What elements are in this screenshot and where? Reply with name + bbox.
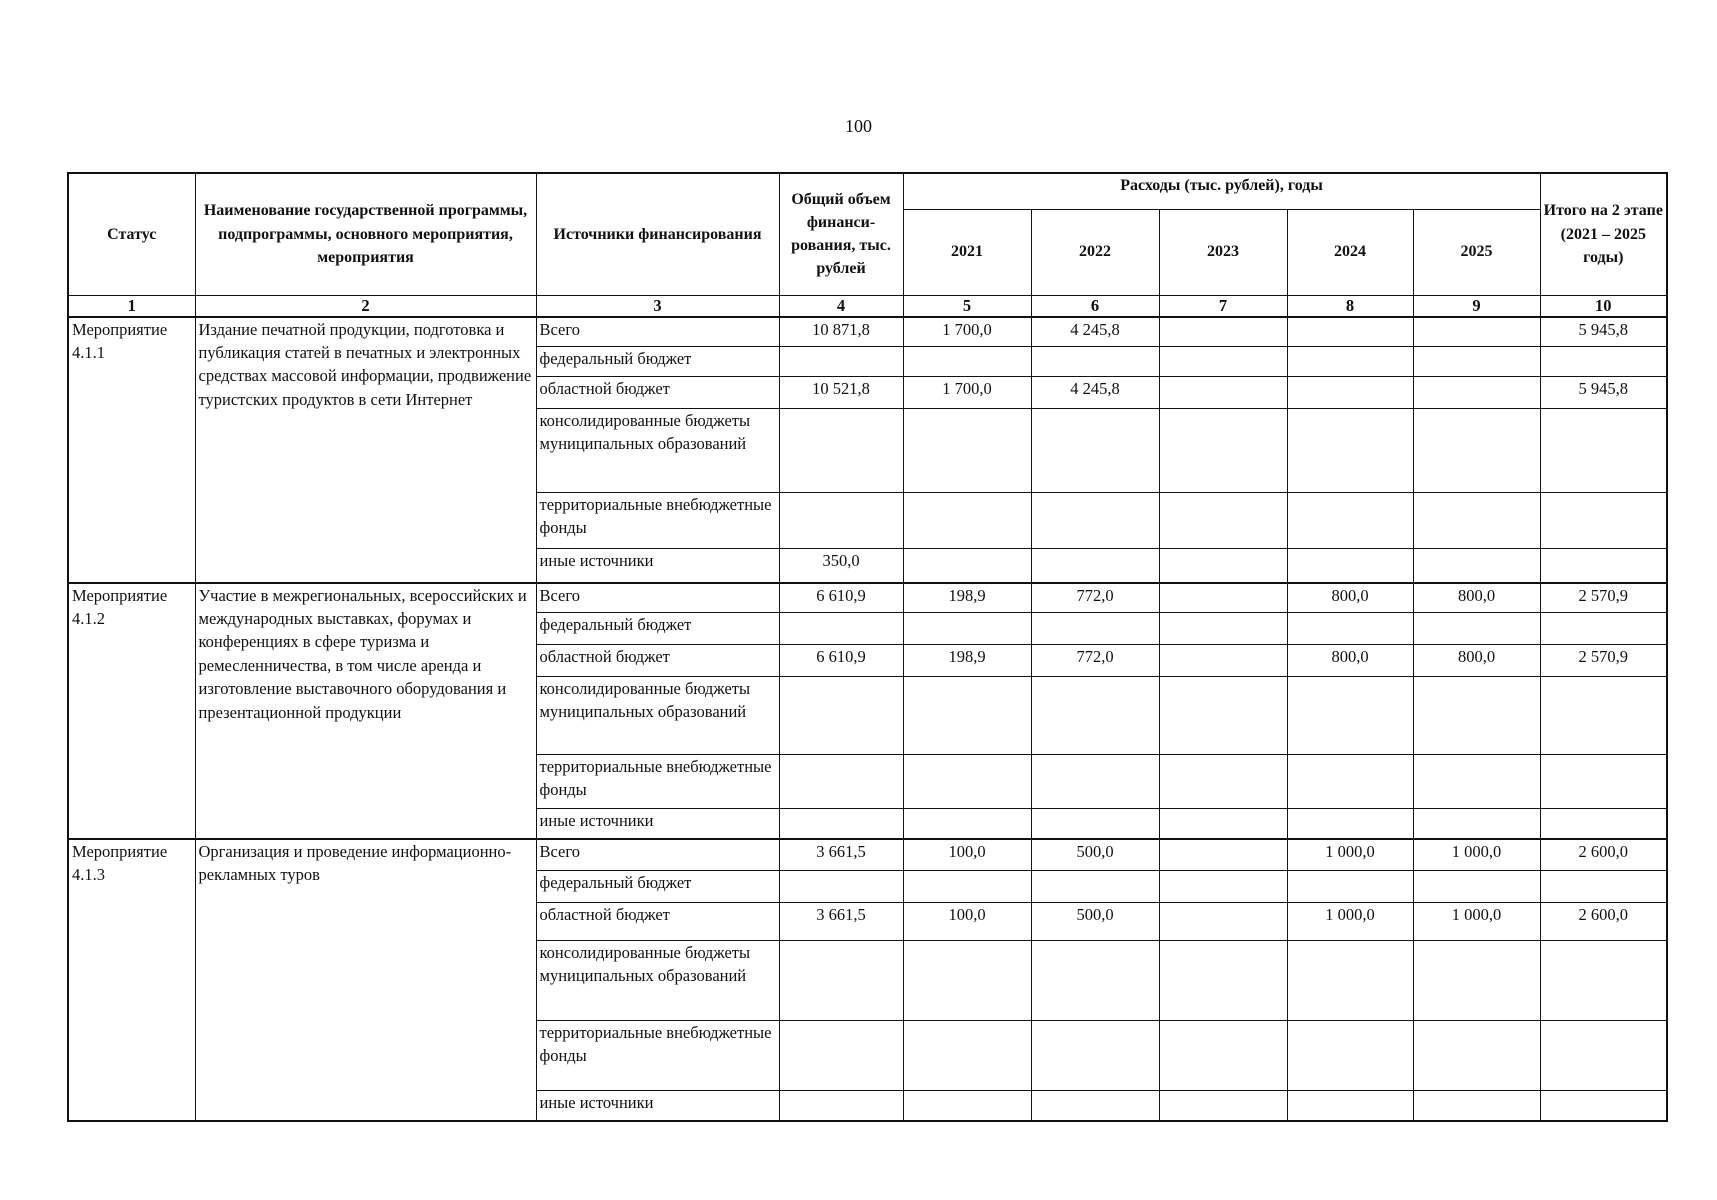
column-number: 1	[68, 295, 195, 317]
column-number: 5	[903, 295, 1031, 317]
source-cell: консолидированные бюджеты муниципальных образований	[536, 941, 779, 1021]
amount-cell-y2021	[903, 1091, 1031, 1121]
amount-cell-y2024	[1287, 549, 1413, 583]
amount-cell-y2025: 1 000,0	[1413, 839, 1540, 871]
amount-cell-y2024: 1 000,0	[1287, 839, 1413, 871]
amount-cell-y2022: 4 245,8	[1031, 377, 1159, 409]
source-cell: федеральный бюджет	[536, 347, 779, 377]
amount-cell-y2024: 800,0	[1287, 645, 1413, 677]
amount-cell-y2025: 1 000,0	[1413, 903, 1540, 941]
amount-cell-y2023	[1159, 755, 1287, 809]
amount-cell-y2025	[1413, 317, 1540, 347]
column-number-row	[68, 295, 1667, 317]
column-number: 8	[1287, 295, 1413, 317]
amount-cell-y2021: 198,9	[903, 583, 1031, 613]
header-year: 2021	[903, 209, 1031, 295]
column-number: 10	[1540, 295, 1667, 317]
amount-cell-stage: 2 600,0	[1540, 903, 1667, 941]
source-cell: федеральный бюджет	[536, 613, 779, 645]
source-cell: территориальные внебюджетные фонды	[536, 1021, 779, 1091]
amount-cell-y2021	[903, 755, 1031, 809]
amount-cell-y2025	[1413, 809, 1540, 839]
header-sources: Источники финансирования	[536, 173, 779, 295]
amount-cell-y2022	[1031, 1021, 1159, 1091]
amount-cell-y2023	[1159, 903, 1287, 941]
amount-cell-stage	[1540, 1021, 1667, 1091]
amount-cell-y2021	[903, 677, 1031, 755]
amount-cell-stage: 5 945,8	[1540, 377, 1667, 409]
amount-cell-y2025	[1413, 677, 1540, 755]
amount-cell-y2025	[1413, 1021, 1540, 1091]
amount-cell-y2021	[903, 613, 1031, 645]
source-cell: Всего	[536, 583, 779, 613]
amount-cell-y2024	[1287, 677, 1413, 755]
source-cell: иные источники	[536, 809, 779, 839]
amount-cell-y2022: 772,0	[1031, 583, 1159, 613]
amount-cell-y2022	[1031, 549, 1159, 583]
source-cell: консолидированные бюджеты муниципальных образований	[536, 409, 779, 493]
amount-cell-stage	[1540, 941, 1667, 1021]
amount-cell-total	[779, 613, 903, 645]
amount-cell-stage: 2 570,9	[1540, 645, 1667, 677]
amount-cell-y2024	[1287, 871, 1413, 903]
amount-cell-y2025	[1413, 377, 1540, 409]
amount-cell-y2022	[1031, 1091, 1159, 1121]
amount-cell-y2024: 800,0	[1287, 583, 1413, 613]
financing-table	[67, 172, 1668, 1122]
amount-cell-y2024	[1287, 409, 1413, 493]
source-cell: Всего	[536, 839, 779, 871]
amount-cell-stage	[1540, 871, 1667, 903]
header-year: 2025	[1413, 209, 1540, 295]
amount-cell-total: 10 871,8	[779, 317, 903, 347]
amount-cell-y2023	[1159, 347, 1287, 377]
amount-cell-total: 6 610,9	[779, 645, 903, 677]
amount-cell-stage	[1540, 549, 1667, 583]
amount-cell-y2022: 500,0	[1031, 903, 1159, 941]
header-expenses: Расходы (тыс. рублей), годы	[903, 173, 1540, 209]
amount-cell-y2023	[1159, 839, 1287, 871]
amount-cell-y2022	[1031, 493, 1159, 549]
source-cell: иные источники	[536, 549, 779, 583]
source-cell: Всего	[536, 317, 779, 347]
amount-cell-stage	[1540, 1091, 1667, 1121]
amount-cell-stage: 2 570,9	[1540, 583, 1667, 613]
amount-cell-y2024	[1287, 317, 1413, 347]
amount-cell-stage: 5 945,8	[1540, 317, 1667, 347]
amount-cell-y2023	[1159, 493, 1287, 549]
amount-cell-total: 3 661,5	[779, 839, 903, 871]
amount-cell-y2024	[1287, 613, 1413, 645]
amount-cell-total: 6 610,9	[779, 583, 903, 613]
column-number: 4	[779, 295, 903, 317]
program-name-cell: Организация и проведение информационно-рекламных туров	[195, 839, 536, 1121]
amount-cell-y2025	[1413, 549, 1540, 583]
amount-cell-y2025	[1413, 871, 1540, 903]
amount-cell-y2021: 1 700,0	[903, 377, 1031, 409]
header-total-volume: Общий объем финанси-рования, тыс. рублей	[779, 173, 903, 295]
amount-cell-y2021	[903, 347, 1031, 377]
header-status: Статус	[68, 173, 195, 295]
amount-cell-y2025	[1413, 493, 1540, 549]
amount-cell-total	[779, 493, 903, 549]
amount-cell-y2024	[1287, 755, 1413, 809]
column-number: 9	[1413, 295, 1540, 317]
amount-cell-y2021: 100,0	[903, 839, 1031, 871]
amount-cell-stage	[1540, 613, 1667, 645]
amount-cell-y2021: 1 700,0	[903, 317, 1031, 347]
amount-cell-y2023	[1159, 871, 1287, 903]
page-number: 100	[845, 116, 872, 136]
amount-cell-total	[779, 677, 903, 755]
amount-cell-stage: 2 600,0	[1540, 839, 1667, 871]
amount-cell-y2025	[1413, 1091, 1540, 1121]
amount-cell-y2025	[1413, 409, 1540, 493]
amount-cell-y2022: 500,0	[1031, 839, 1159, 871]
amount-cell-y2023	[1159, 941, 1287, 1021]
amount-cell-y2023	[1159, 645, 1287, 677]
status-cell: Мероприятие 4.1.1	[68, 317, 195, 583]
amount-cell-y2025: 800,0	[1413, 583, 1540, 613]
amount-cell-y2024: 1 000,0	[1287, 903, 1413, 941]
amount-cell-y2025	[1413, 941, 1540, 1021]
amount-cell-y2024	[1287, 809, 1413, 839]
amount-cell-y2023	[1159, 1021, 1287, 1091]
amount-cell-y2024	[1287, 1091, 1413, 1121]
amount-cell-y2024	[1287, 941, 1413, 1021]
amount-cell-y2021	[903, 941, 1031, 1021]
source-cell: областной бюджет	[536, 645, 779, 677]
column-number: 3	[536, 295, 779, 317]
amount-cell-total	[779, 1021, 903, 1091]
amount-cell-y2021	[903, 809, 1031, 839]
amount-cell-y2025	[1413, 755, 1540, 809]
header-program-name: Наименование государственной программы, подпрограммы, основного мероприятия, мероприятия	[195, 173, 536, 295]
amount-cell-y2023	[1159, 583, 1287, 613]
amount-cell-y2022	[1031, 409, 1159, 493]
amount-cell-y2023	[1159, 409, 1287, 493]
amount-cell-y2024	[1287, 493, 1413, 549]
amount-cell-y2022	[1031, 755, 1159, 809]
amount-cell-y2023	[1159, 377, 1287, 409]
header-stage-total: Итого на 2 этапе (2021 – 2025 годы)	[1540, 173, 1667, 295]
amount-cell-y2023	[1159, 613, 1287, 645]
status-cell: Мероприятие 4.1.3	[68, 839, 195, 1121]
header-year: 2024	[1287, 209, 1413, 295]
amount-cell-stage	[1540, 409, 1667, 493]
amount-cell-y2021: 100,0	[903, 903, 1031, 941]
column-number: 2	[195, 295, 536, 317]
amount-cell-total: 3 661,5	[779, 903, 903, 941]
amount-cell-y2023	[1159, 677, 1287, 755]
amount-cell-stage	[1540, 809, 1667, 839]
amount-cell-y2022	[1031, 871, 1159, 903]
program-name-cell: Издание печатной продукции, подготовка и публикация статей в печатных и электронных средствах массовой информации, продвижение туристских продуктов в сети Интернет	[195, 317, 536, 583]
amount-cell-y2021	[903, 493, 1031, 549]
amount-cell-y2023	[1159, 1091, 1287, 1121]
source-cell: консолидированные бюджеты муниципальных образований	[536, 677, 779, 755]
amount-cell-stage	[1540, 493, 1667, 549]
source-cell: областной бюджет	[536, 903, 779, 941]
source-cell: иные источники	[536, 1091, 779, 1121]
source-cell: территориальные внебюджетные фонды	[536, 755, 779, 809]
amount-cell-stage	[1540, 755, 1667, 809]
amount-cell-y2024	[1287, 347, 1413, 377]
source-cell: областной бюджет	[536, 377, 779, 409]
header-year: 2023	[1159, 209, 1287, 295]
amount-cell-y2022: 772,0	[1031, 645, 1159, 677]
amount-cell-total	[779, 409, 903, 493]
amount-cell-y2021	[903, 409, 1031, 493]
column-number: 7	[1159, 295, 1287, 317]
amount-cell-total	[779, 941, 903, 1021]
amount-cell-total: 350,0	[779, 549, 903, 583]
amount-cell-stage	[1540, 677, 1667, 755]
amount-cell-y2025: 800,0	[1413, 645, 1540, 677]
amount-cell-y2021	[903, 871, 1031, 903]
table-row	[68, 839, 1667, 871]
amount-cell-y2022: 4 245,8	[1031, 317, 1159, 347]
amount-cell-y2022	[1031, 347, 1159, 377]
amount-cell-y2024	[1287, 377, 1413, 409]
amount-cell-y2021	[903, 549, 1031, 583]
amount-cell-y2022	[1031, 677, 1159, 755]
amount-cell-total	[779, 347, 903, 377]
amount-cell-total	[779, 1091, 903, 1121]
amount-cell-y2024	[1287, 1021, 1413, 1091]
amount-cell-stage	[1540, 347, 1667, 377]
amount-cell-y2025	[1413, 347, 1540, 377]
amount-cell-y2023	[1159, 317, 1287, 347]
amount-cell-y2022	[1031, 809, 1159, 839]
amount-cell-y2022	[1031, 941, 1159, 1021]
amount-cell-y2023	[1159, 809, 1287, 839]
column-number: 6	[1031, 295, 1159, 317]
amount-cell-y2023	[1159, 549, 1287, 583]
source-cell: федеральный бюджет	[536, 871, 779, 903]
header-year: 2022	[1031, 209, 1159, 295]
source-cell: территориальные внебюджетные фонды	[536, 493, 779, 549]
program-name-cell: Участие в межрегиональных, всероссийских и международных выставках, форумах и конференциях в сфере туризма и ремесленничества, в том числе аренда и изготовление выставочного оборудования и презентационной продукции	[195, 583, 536, 839]
table-row	[68, 583, 1667, 613]
amount-cell-y2022	[1031, 613, 1159, 645]
status-cell: Мероприятие 4.1.2	[68, 583, 195, 839]
amount-cell-y2025	[1413, 613, 1540, 645]
amount-cell-total	[779, 871, 903, 903]
table-row	[68, 317, 1667, 347]
amount-cell-y2021	[903, 1021, 1031, 1091]
amount-cell-total: 10 521,8	[779, 377, 903, 409]
amount-cell-total	[779, 809, 903, 839]
amount-cell-y2021: 198,9	[903, 645, 1031, 677]
amount-cell-total	[779, 755, 903, 809]
